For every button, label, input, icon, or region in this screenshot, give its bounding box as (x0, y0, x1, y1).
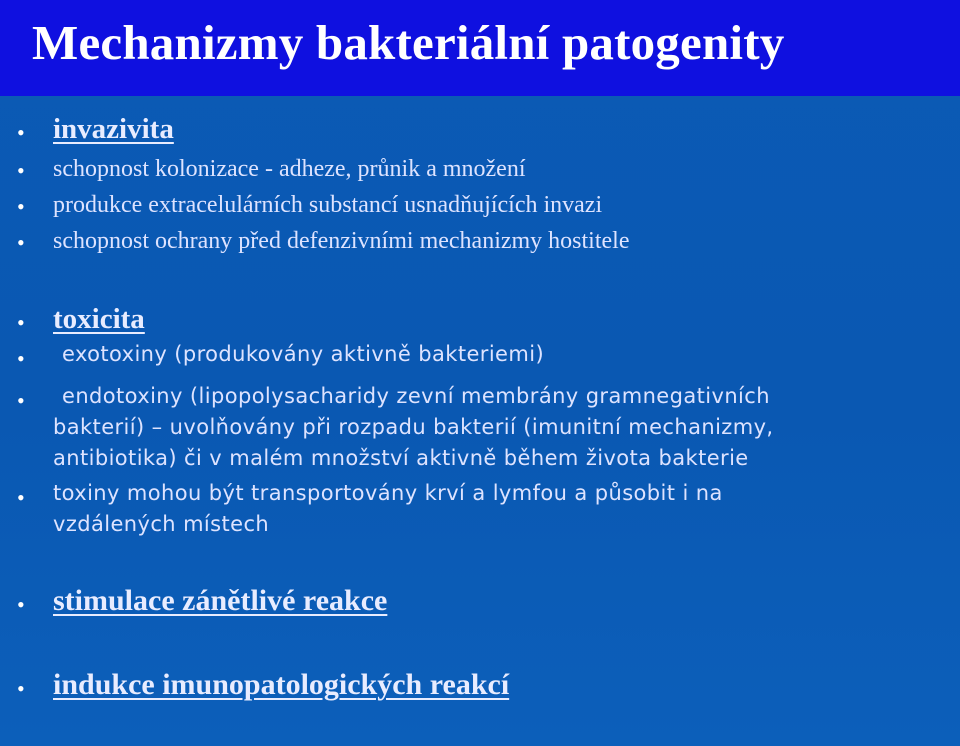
title-bar (0, 0, 960, 96)
heading-stimulace: stimulace zánětlivé reakce (53, 584, 388, 617)
bullet: • (17, 676, 25, 701)
heading-indukce: indukce imunopatologických reakcí (53, 668, 510, 701)
slide-title: Mechanizmy bakteriální patogenity (32, 15, 785, 70)
bullet: • (17, 120, 25, 145)
bullet: • (17, 592, 25, 617)
list-item-line: toxiny mohou být transportovány krví a lymfou a působit i na (53, 481, 723, 505)
heading-invazivita: invazivita (53, 113, 174, 145)
list-item: produkce extracelulárních substancí usnadňujících invazi (53, 192, 603, 218)
list-item-line: endotoxiny (lipopolysacharidy zevní membrány gramnegativních (62, 384, 770, 408)
list-item-line: vzdálených místech (53, 512, 270, 536)
list-item (53, 381, 774, 474)
list-item-line: bakterií) – uvolňovány při rozpadu bakterií (imunitní mechanizmy, (53, 415, 774, 439)
list-item-line: antibiotika) či v malém množství aktivně během života bakterie (53, 446, 749, 470)
list-item (53, 478, 723, 540)
bullet: • (17, 388, 25, 413)
bullet: • (17, 230, 25, 255)
bullet: • (17, 346, 25, 371)
bullet: • (17, 310, 25, 335)
bullet: • (17, 158, 25, 183)
heading-toxicita: toxicita (53, 303, 145, 335)
bullet: • (17, 485, 25, 510)
bullet: • (17, 194, 25, 219)
list-item: schopnost kolonizace - adheze, průnik a množení (53, 156, 526, 182)
list-item: exotoxiny (produkovány aktivně bakteriemi) (62, 342, 545, 366)
list-item: schopnost ochrany před defenzivními mechanizmy hostitele (53, 228, 630, 254)
